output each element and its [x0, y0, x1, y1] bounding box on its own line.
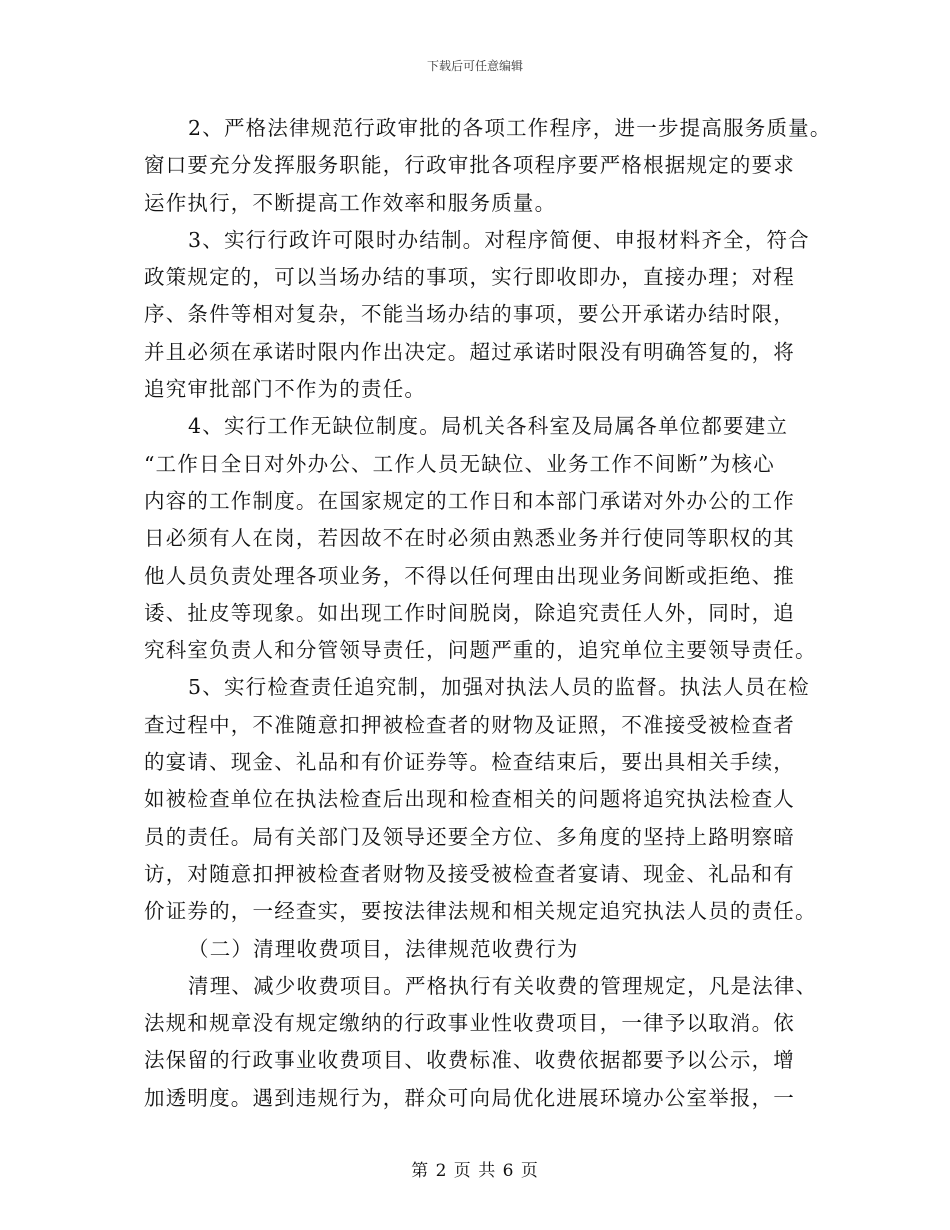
section-heading [144, 931, 824, 968]
paragraph-item-2 [144, 110, 832, 222]
page-header: 下载后可任意编辑 [426, 59, 523, 73]
text-line: 清理、减少收费项目。严格执行有关收费的管理规定，凡是法律、 [188, 973, 818, 998]
text-line: 窗口要充分发挥服务职能，行政审批各项程序要严格根据规定的要求 [144, 153, 795, 178]
text-line: “工作日全日对外办公、工作人员无缺位、业务工作不间断”为核心 [144, 451, 775, 476]
paragraph-item-4 [144, 408, 824, 669]
text-line: 2、严格法律规范行政审批的各项工作程序，进一步提高服务质量。 [188, 116, 832, 140]
text-line: 如被检查单位在执法检查后出现和检查相关的问题将追究执法检查人 [144, 787, 795, 812]
text-line: 的宴请、现金、礼品和有价证券等。检查结束后，要出具相关手续， [144, 750, 795, 775]
paragraph-item-3 [144, 222, 824, 408]
page-footer: 第 2 页 共 6 页 [411, 1161, 539, 1181]
text-line: 查过程中，不准随意扣押被检查者的财物及证照，不准接受被检查者 [144, 712, 795, 737]
text-line: 并且必须在承诺时限内作出决定。超过承诺时限没有明确答复的，将 [144, 339, 795, 364]
text-line: 他人员负责处理各项业务，不得以任何理由出现业务间断或拒绝、推 [144, 563, 795, 588]
section-heading-text: （二）清理收费项目，法律规范收费行为 [188, 936, 579, 961]
text-line: 4、实行工作无缺位制度。局机关各科室及局属各单位都要建立 [188, 414, 789, 439]
text-line: 法保留的行政事业收费项目、收费标准、收费依据都要予以公示，增 [144, 1048, 795, 1073]
text-line: 追究审批部门不作为的责任。 [144, 377, 427, 402]
document-body [144, 110, 832, 1117]
text-line: 法规和规章没有规定缴纳的行政事业性收费项目，一律予以取消。依 [144, 1011, 795, 1036]
paragraph-fees [144, 968, 824, 1117]
text-line: 5、实行检查责任追究制，加强对执法人员的监督。执法人员在检 [188, 675, 810, 700]
text-line: 访，对随意扣押被检查者财物及接受被检查者宴请、现金、礼品和有 [144, 861, 795, 886]
text-line: 究科室负责人和分管领导责任，问题严重的，追究单位主要领导责任。 [144, 638, 817, 663]
paragraph-item-5 [144, 669, 824, 930]
text-line: 价证券的，一经查实，要按法律法规和相关规定追究执法人员的责任。 [144, 899, 817, 924]
text-line: 日必须有人在岗，若因故不在时必须由熟悉业务并行使同等职权的其 [144, 526, 795, 551]
text-line: 诿、扯皮等现象。如出现工作时间脱岗，除追究责任人外，同时，追 [144, 600, 795, 625]
text-line: 运作执行，不断提高工作效率和服务质量。 [144, 190, 557, 215]
text-line: 内容的工作制度。在国家规定的工作日和本部门承诺对外办公的工作 [144, 488, 795, 513]
text-line: 员的责任。局有关部门及领导还要全方位、多角度的坚持上路明察暗 [144, 824, 795, 849]
text-line: 序、条件等相对复杂，不能当场办结的事项，要公开承诺办结时限， [144, 302, 795, 327]
text-line: 加透明度。遇到违规行为，群众可向局优化进展环境办公室举报，一 [144, 1085, 795, 1110]
text-line: 3、实行行政许可限时办结制。对程序简便、申报材料齐全，符合 [188, 227, 810, 252]
text-line: 政策规定的，可以当场办结的事项，实行即收即办，直接办理；对程 [144, 265, 795, 290]
